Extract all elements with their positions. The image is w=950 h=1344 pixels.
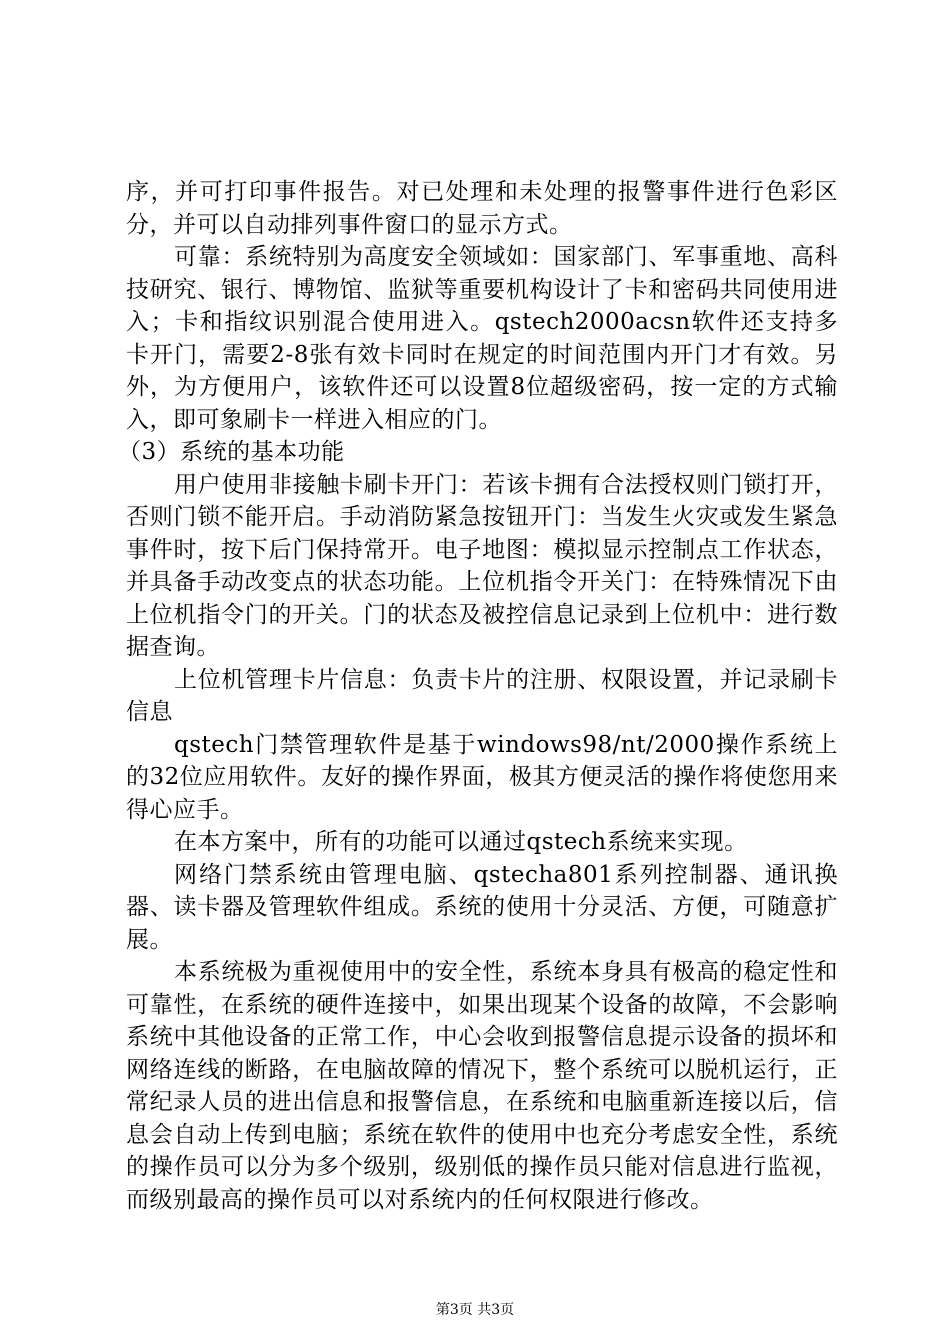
paragraph-solution: 在本方案中，所有的功能可以通过qstech系统来实现。 [174,829,748,855]
paragraph-network-system: 网络门禁系统由管理电脑、qstecha801系列控制器、通讯换器、读卡器及管理软件组成。系统的使用十分灵活、方便，可随意扩展。 [126,861,838,953]
section-heading-basic-functions: （3）系统的基本功能 [118,439,345,465]
paragraph-card-management: 上位机管理卡片信息：负责卡片的注册、权限设置，并记录刷卡信息 [126,666,838,725]
paragraph-continuation: 序，并可打印事件报告。对已处理和未处理的报警事件进行色彩区分，并可以自动排列事件窗口的显示方式。 [126,179,838,238]
paragraph-reliability: 可靠：系统特别为高度安全领域如：国家部门、军事重地、高科技研究、银行、博物馆、监狱等重要机构设计了卡和密码共同使用进入；卡和指纹识别混合使用进入。qstech2000acsn软件还支持多卡开门，需要2-8张有效卡同时在规定的时间范围内开门才有效。另外，为方便用户，该软件还可以设置8位超级密码，按一定的方式输入，即可象刷卡一样进入相应的门。 [126,244,838,433]
document-body [118,176,838,1216]
paragraph-security: 本系统极为重视使用中的安全性，系统本身具有极高的稳定性和可靠性，在系统的硬件连接中，如果出现某个设备的故障，不会影响系统中其他设备的正常工作，中心会收到报警信息提示设备的损坏和网络连线的断路，在电脑故障的情况下，整个系统可以脱机运行，正常纪录人员的进出信息和报警信息，在系统和电脑重新连接以后，信息会自动上传到电脑；系统在软件的使用中也充分考虑安全性，系统的操作员可以分为多个级别，级别低的操作员只能对信息进行监视，而级别最高的操作员可以对系统内的任何权限进行修改。 [126,959,838,1213]
paragraph-software: qstech门禁管理软件是基于windows98/nt/2000操作系统上的32位应用软件。友好的操作界面，极其方便灵活的操作将使您用来得心应手。 [126,731,838,823]
paragraph-card-access: 用户使用非接触卡刷卡开门：若该卡拥有合法授权则门锁打开，否则门锁不能开启。手动消防紧急按钮开门：当发生火灾或发生紧急事件时，按下后门保持常开。电子地图：模拟显示控制点工作状态，并具备手动改变点的状态功能。上位机指令开关门：在特殊情况下由上位机指令门的开关。门的状态及被控信息记录到上位机中：进行数据查询。 [126,471,838,660]
page-number-footer: 第3页 共3页 [435,1302,515,1318]
